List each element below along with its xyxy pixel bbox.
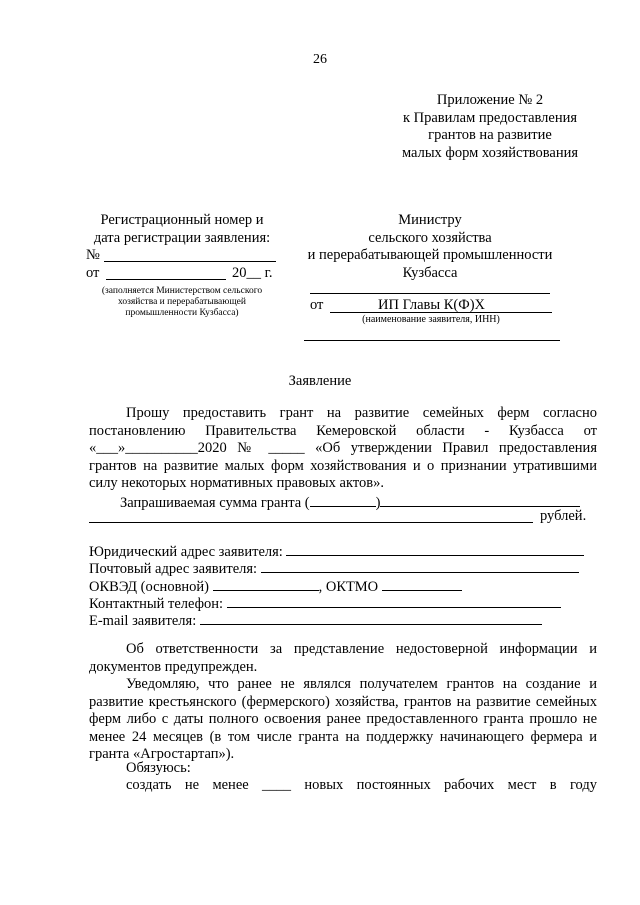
postal-address-row (89, 558, 579, 578)
addressee-line: и перерабатывающей промышленности (307, 247, 553, 263)
grant-currency: рублей. (540, 508, 587, 524)
addressee-line: Министру (398, 212, 462, 228)
addressee-underline (310, 293, 550, 294)
registration-date-field[interactable] (106, 279, 226, 280)
document-title: Заявление (288, 373, 352, 389)
okved-field[interactable] (213, 576, 319, 591)
email-row (89, 610, 542, 630)
applicant-name: ИП Главы К(Ф)Х (378, 297, 486, 313)
okved-oktmo-row: ОКВЭД (основной) , ОКТМО (89, 576, 462, 596)
registration-number-field[interactable] (104, 261, 276, 262)
registration-block (86, 212, 278, 319)
appendix-header (400, 92, 580, 162)
grant-amount-close: ) (375, 495, 381, 511)
number-sign: № (86, 247, 100, 263)
addressee-line: сельского хозяйства (368, 229, 492, 246)
legal-address-field[interactable] (286, 541, 584, 556)
postal-address-label: Почтовый адрес заявителя: (89, 561, 258, 577)
oktmo-label: ОКТМО (325, 579, 379, 595)
responsibility-paragraph: Об ответственности за представление недостоверной информации и документов предупрежден. (89, 641, 597, 675)
registration-note: (заполняется Министерством сельского хозяйства и перерабатывающей промышленности Кузбасса) (101, 286, 263, 318)
obligation-line: создать не менее ____ новых постоянных рабочих мест в году (126, 777, 597, 793)
oktmo-field[interactable] (382, 576, 462, 591)
notification-paragraph: Уведомляю, что ранее не являлся получателем грантов на создание и развитие крестьянского (фермерского) хозяйства, грантов на развитие семейных ферм либо с даты полного освоения ранее предоставленного гранта прошло не менее 24 месяцев (в том числе гранта на поддержку начинающего фермера и гранта «Агростартап»). (89, 676, 597, 762)
addressee-line: Кузбасса (402, 264, 458, 281)
email-label: E-mail заявителя: (89, 613, 197, 629)
phone-field[interactable] (227, 593, 561, 608)
grant-amount-label: Запрашиваемая сумма гранта ( (120, 495, 310, 511)
email-field[interactable] (200, 610, 542, 625)
grant-amount-words-line2[interactable] (89, 522, 533, 523)
phone-label: Контактный телефон: (89, 596, 224, 612)
registration-heading: Регистрационный номер и (100, 212, 264, 228)
addressee-block (300, 212, 560, 282)
grant-amount-row (120, 492, 580, 512)
grant-amount-digits-field[interactable] (310, 492, 376, 507)
appendix-line: к Правилам предоставления (402, 109, 578, 126)
grant-amount-words-field[interactable] (380, 492, 580, 507)
applicant-note: (наименование заявителя, ИНН) (362, 314, 500, 325)
registration-heading: дата регистрации заявления: (93, 229, 271, 246)
page-number: 26 (313, 52, 327, 67)
applicant-extra-line[interactable] (304, 340, 560, 341)
obligation-label: Обязуюсь: (126, 760, 191, 776)
postal-address-field[interactable] (261, 558, 579, 573)
okved-label: ОКВЭД (основной) (89, 579, 210, 595)
date-prefix: от (86, 264, 100, 281)
registration-number-row (86, 247, 278, 265)
registration-date-row (86, 265, 278, 283)
applicant-from-prefix: от (310, 297, 324, 313)
appendix-line: Приложение № 2 (436, 92, 544, 108)
appendix-line: грантов на развитие (428, 127, 552, 143)
legal-address-label: Юридический адрес заявителя: (89, 544, 283, 560)
request-paragraph: Прошу предоставить грант на развитие семейных ферм согласно постановлению Правительства Кемеровской области - Кузбасса от «___»__________2020 № _____ «Об утверждении Правил предоставления грантов на развитие малых форм хозяйствования и о признании утратившими силу некоторых нормативных правовых актов». (89, 405, 597, 491)
appendix-line: малых форм хозяйствования (401, 144, 579, 161)
registration-year: 20__ г. (232, 264, 273, 281)
